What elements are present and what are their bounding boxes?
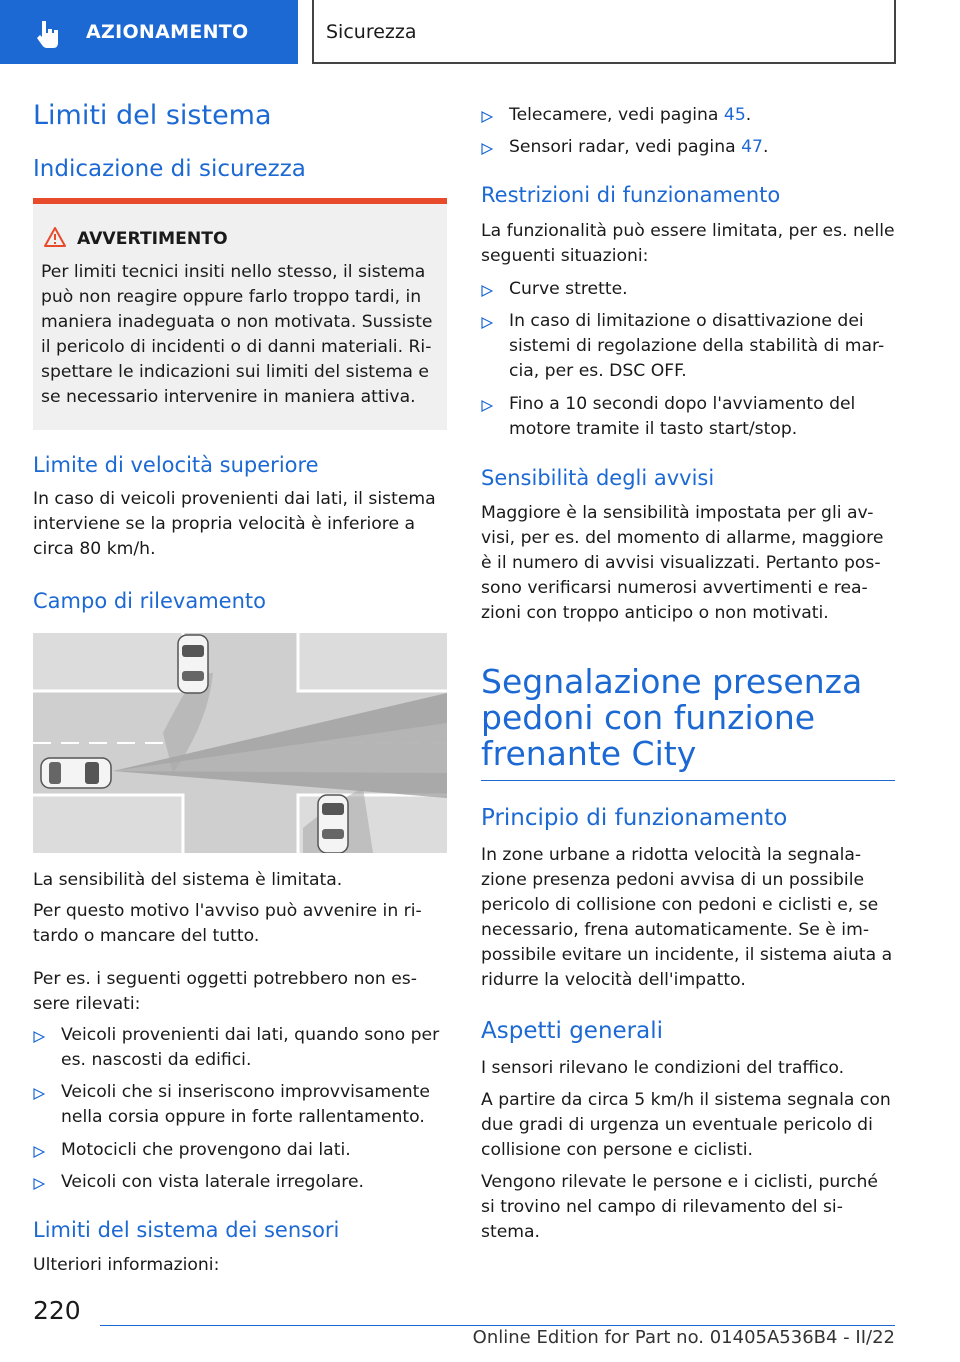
list-item-text: Veicoli che si inseriscono improvvisamente nella corsia oppure in forte rallentamento.: [61, 1082, 430, 1127]
section-divider: [481, 780, 895, 781]
hand-pointer-icon: [32, 17, 66, 51]
section-tab: [312, 0, 896, 64]
paragraph-principio: In zone urbane a ridotta velocità la segnala-zione presenza pedoni avvisa di un possibile pericolo di collisione con pedoni e ciclisti e, se necessario, frena automaticamente. Se è im-possibile evitare un incidente, il sistema aiuta a ridurre la velocità dell'impatto.: [481, 845, 893, 990]
paragraph-sensibilita: La sensibilità del sistema è limitata.: [33, 870, 343, 890]
detection-range-illustration: [33, 633, 447, 853]
paragraph-esempio: Per es. i seguenti oggetti potrebbero non es-sere rilevati:: [33, 969, 417, 1014]
page-header: [0, 0, 960, 66]
section-title: Sicurezza: [326, 21, 417, 43]
bullet-triangle-icon: [481, 111, 493, 123]
page-link-45[interactable]: 45: [723, 105, 746, 125]
reference-text: Telecamere, vedi pagina: [509, 105, 724, 125]
list-item: [481, 309, 895, 384]
warning-triangle-icon: [43, 226, 67, 248]
list-item: [33, 1170, 447, 1195]
heading-segnalazione-pedoni: Segnalazione presenza pedoni con funzione frenante City: [481, 662, 863, 773]
heading-principio: Principio di funzionamento: [481, 805, 788, 831]
bullet-triangle-icon: [33, 1031, 45, 1043]
list-item-text: Veicoli con vista laterale irregolare.: [61, 1172, 365, 1192]
heading-campo-rilevamento: Campo di rilevamento: [33, 589, 266, 613]
warning-title: AVVERTIMENTO: [77, 229, 228, 249]
reference-text: Sensori radar, vedi pagina: [509, 137, 742, 157]
footer-divider: [100, 1325, 895, 1326]
list-item: [481, 103, 895, 128]
list-item-text: Motocicli che provengono dai lati.: [61, 1140, 351, 1160]
paragraph-ulteriori: Ulteriori informazioni:: [33, 1255, 220, 1275]
bullet-triangle-icon: [33, 1146, 45, 1158]
bullet-triangle-icon: [33, 1088, 45, 1100]
bullet-triangle-icon: [481, 143, 493, 155]
chapter-title: AZIONAMENTO: [86, 21, 249, 43]
paragraph-motivo: Per questo motivo l'avviso può avvenire in ri-tardo o mancare del tutto.: [33, 901, 422, 946]
bullet-triangle-icon: [33, 1178, 45, 1190]
list-item: [481, 135, 895, 160]
paragraph-aspetti-2: A partire da circa 5 km/h il sistema segnala con due gradi di urgenza un eventuale pericolo di collisione con persone e ciclisti.: [481, 1090, 891, 1160]
list-item: [33, 1080, 447, 1130]
page-number: 220: [33, 1296, 81, 1325]
paragraph-restrizioni: La funzionalità può essere limitata, per es. nelle seguenti situazioni:: [481, 221, 895, 266]
heading-restrizioni: Restrizioni di funzionamento: [481, 183, 781, 207]
list-item-text: In caso di limitazione o disattivazione dei sistemi di regolazione della stabilità di mar-cia, per es. DSC OFF.: [509, 311, 885, 381]
warning-box: [33, 198, 447, 430]
list-item-text: Veicoli provenienti dai lati, quando sono per es. nascosti da edifici.: [61, 1025, 440, 1070]
list-item: [481, 392, 895, 442]
list-item: [481, 277, 895, 302]
list-item-text: Fino a 10 secondi dopo l'avviamento del motore tramite il tasto start/stop.: [509, 394, 856, 439]
paragraph-aspetti-3: Vengono rilevate le persone e i ciclisti, purché si trovino nel campo di rilevamento del si-stema.: [481, 1172, 878, 1242]
heading-aspetti-generali: Aspetti generali: [481, 1018, 664, 1044]
heading-limite-velocita: Limite di velocità superiore: [33, 453, 319, 477]
bullet-triangle-icon: [481, 317, 493, 329]
heading-limiti-sistema: Limiti del sistema: [33, 100, 272, 131]
heading-sensibilita-avvisi: Sensibilità degli avvisi: [481, 466, 715, 490]
bullet-triangle-icon: [481, 400, 493, 412]
paragraph-aspetti-1: I sensori rilevano le condizioni del traffico.: [481, 1058, 845, 1078]
chapter-tab: [0, 0, 298, 64]
paragraph-velocita: In caso di veicoli provenienti dai lati, il sistema interviene se la propria velocità è inferiore a circa 80 km/h.: [33, 489, 436, 559]
list-item-text: Curve strette.: [509, 279, 628, 299]
reference-dot: .: [745, 105, 752, 125]
list-item: [33, 1023, 447, 1073]
bullet-triangle-icon: [481, 285, 493, 297]
page-link-47[interactable]: 47: [741, 137, 763, 157]
list-item: [33, 1138, 447, 1163]
warning-text: Per limiti tecnici insiti nello stesso, il sistema può non reagire oppure farlo troppo tardi, in maniera inadeguata o non motivata. Sussiste il pericolo di incidenti o di danni materiali. Ri-spettare le indicazioni sui limiti del sistema e se necessario intervenire in maniera attiva.: [41, 262, 433, 407]
heading-limiti-sensori: Limiti del sistema dei sensori: [33, 1218, 340, 1242]
paragraph-avvisi: Maggiore è la sensibilità impostata per gli av-visi, per es. del momento di allarme, maggiore è il numero di avvisi visualizzati. Pertanto pos-sono verificarsi numerosi avvertimenti e rea-zioni con troppo anticipo o non motivati.: [481, 503, 884, 623]
reference-dot: .: [762, 137, 769, 157]
footer-edition: Online Edition for Part no. 01405A536B4 - II/22: [472, 1327, 895, 1348]
heading-indicazione-sicurezza: Indicazione di sicurezza: [33, 156, 306, 182]
